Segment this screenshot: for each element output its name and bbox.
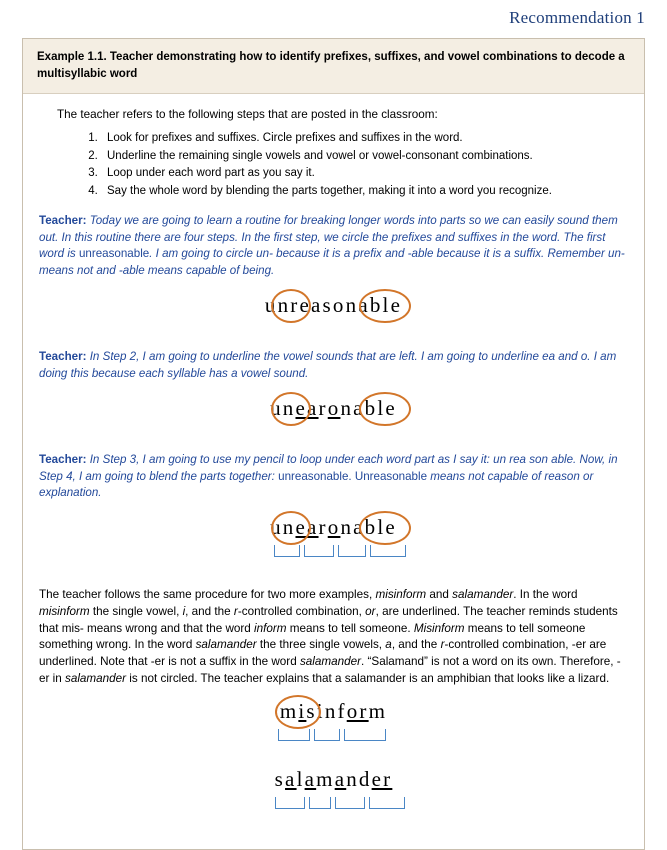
list-item: 3. Loop under each word part as you say it.	[101, 166, 628, 182]
segment-l: l	[296, 767, 305, 792]
circle-suffix-able	[359, 392, 411, 426]
cp-t9: means to tell someone something wrong. In the word	[39, 621, 586, 652]
segment-a2-underlined: a	[304, 767, 317, 792]
loop-bracket-man	[335, 797, 365, 809]
segment-a3-underlined: a	[334, 767, 347, 792]
teacher-label: Teacher:	[39, 453, 87, 467]
word-figure-2	[219, 392, 449, 438]
cp-t12: -controlled combination, -er are underlined. Note that -er is not a suffix in the word	[39, 638, 607, 668]
teacher-speech-part1: In Step 2, I am going to underline the vowel sounds that are left. I am going to underline ea and o. I am doing this because each syllable has a vowel sound.	[39, 350, 617, 380]
teacher-dialogue-3	[39, 452, 628, 501]
teacher-speech-roman1: unreasonable. Unreasonable	[278, 469, 428, 483]
loop-bracket-able	[370, 545, 406, 557]
cp-t5: , and the	[185, 605, 234, 619]
segment-nable: nable	[340, 515, 397, 540]
teacher-dialogue-2	[39, 349, 628, 382]
cp-t3: . In the word	[513, 588, 578, 602]
cp-t10: the three single vowels,	[256, 638, 386, 652]
segment-sinf: sinf	[306, 699, 347, 724]
word-figure-2-text	[219, 396, 449, 421]
steps-list	[39, 131, 628, 199]
cp-i4: i	[182, 605, 186, 619]
loop-bracket-un	[274, 545, 300, 557]
circle-prefix-mis	[275, 695, 321, 729]
loop-bracket-in	[314, 729, 340, 741]
loop-bracket-a	[309, 797, 331, 809]
example-body	[23, 94, 644, 849]
teacher-speech-part1: Today we are going to learn a routine for breaking longer words into parts so we can easily sound them out. In this routine there are four steps. In the first step, we circle the prefixes and suffixes in the word. The first word is	[39, 214, 618, 261]
segment-m2: m	[368, 699, 388, 724]
segment-ea-underlined: ea	[295, 396, 319, 421]
intro-text: The teacher refers to the following steps that are posted in the classroom:	[57, 108, 438, 122]
cp-t8: means to tell someone.	[286, 621, 414, 635]
segment-er-underlined: er	[371, 767, 393, 792]
teacher-speech-part2: . I am going to circle un- because it is a prefix and -able because it is a suffix. Remember un- means not and -able means capable of being.	[39, 247, 625, 277]
example-box	[22, 38, 645, 850]
closing-paragraph	[39, 587, 628, 687]
bottom-spacer	[39, 829, 628, 835]
cp-i2: salamander	[452, 588, 514, 602]
segment-nable: nable	[340, 396, 397, 421]
circle-suffix-able	[359, 289, 411, 323]
list-item: 1. Look for prefixes and suffixes. Circle prefixes and suffixes in the word.	[101, 131, 628, 147]
cp-i3: misinform	[39, 605, 90, 619]
teacher-speech-part2: means not capable of reason or explanation.	[39, 469, 594, 500]
cp-i11: r	[440, 638, 445, 652]
word-figure-3	[219, 511, 449, 573]
segment-o-underlined: o	[327, 515, 341, 540]
circle-prefix-un	[271, 511, 311, 545]
loop-bracket-son	[338, 545, 366, 557]
cp-t13: . “Salamand” is not a word on its own. Therefore, -er in	[39, 654, 621, 685]
word-figure-3-text	[219, 515, 449, 540]
cp-t1: The teacher follows the same procedure for two more examples,	[39, 588, 376, 602]
loop-bracket-sal	[275, 797, 305, 809]
cp-t11: , and the	[391, 638, 441, 652]
loop-bracket-form	[344, 729, 386, 741]
segment-un: un	[270, 515, 296, 540]
teacher-speech-roman1: unreasonable	[78, 247, 150, 261]
teacher-label: Teacher:	[39, 350, 87, 364]
cp-t14: is not circled. The teacher explains that a salamander is an amphibian that looks like a lizard.	[126, 671, 610, 685]
cp-i1: misinform	[375, 588, 427, 602]
word-figure-1-text: unreasonable	[264, 293, 403, 318]
cp-t4: the single vowel,	[89, 605, 183, 619]
teacher-dialogue-1	[39, 213, 628, 279]
segment-a1-underlined: a	[285, 767, 297, 792]
cp-i6: or	[365, 605, 376, 619]
cp-i7: inform	[254, 621, 287, 635]
segment-i-underlined: i	[298, 699, 307, 724]
circle-suffix-able	[359, 511, 411, 545]
word-figure-5	[219, 763, 449, 815]
segment-ea-underlined: ea	[295, 515, 319, 540]
segment-or-underlined: or	[346, 699, 369, 724]
circle-prefix-un	[271, 392, 311, 426]
teacher-speech-part1: In Step 3, I am going to use my pencil to loop under each word part as I say it: un rea son able. Now, in Step 4, I am going to blend the parts together:	[39, 453, 618, 483]
recommendation-title: Recommendation 1	[509, 8, 645, 27]
cp-i10: a	[385, 638, 392, 652]
example-title: Example 1.1. Teacher demonstrating how to identify prefixes, suffixes, and vowel combinations to decode a multisyllabic word	[23, 39, 644, 94]
word-figure-4-text	[219, 699, 449, 724]
segment-r-s: r	[318, 396, 328, 421]
cp-t6: -controlled combination,	[237, 605, 366, 619]
segment-m: m	[279, 699, 299, 724]
cp-t2: and	[426, 588, 453, 602]
cp-i8: Misinform	[413, 621, 465, 635]
list-item: 2. Underline the remaining single vowels and vowel or vowel-consonant combinations.	[101, 149, 628, 165]
segment-nd: nd	[346, 767, 372, 792]
segment-s: s	[274, 767, 286, 792]
word-figure-1	[219, 289, 449, 335]
page-header	[0, 0, 667, 34]
cp-i9: salamander	[195, 638, 257, 652]
segment-r-s: r	[318, 515, 328, 540]
cp-i13: salamander	[64, 671, 127, 685]
loop-bracket-rea	[304, 545, 334, 557]
word-figure-4	[219, 695, 449, 749]
segment-o-underlined: o	[327, 396, 341, 421]
segment-un: un	[270, 396, 296, 421]
cp-t7: , are underlined. The teacher reminds students that mis- means wrong and that the word	[39, 605, 618, 635]
segment-m: m	[316, 767, 335, 792]
circle-prefix-un	[271, 289, 311, 323]
word-figure-5-text	[219, 767, 449, 792]
loop-bracket-mis	[278, 729, 310, 741]
cp-i5: r	[233, 605, 238, 619]
cp-i12: salamander	[299, 654, 362, 668]
loop-bracket-der	[369, 797, 405, 809]
teacher-label: Teacher:	[39, 214, 87, 228]
list-item: 4. Say the whole word by blending the parts together, making it into a word you recognize.	[101, 184, 628, 200]
